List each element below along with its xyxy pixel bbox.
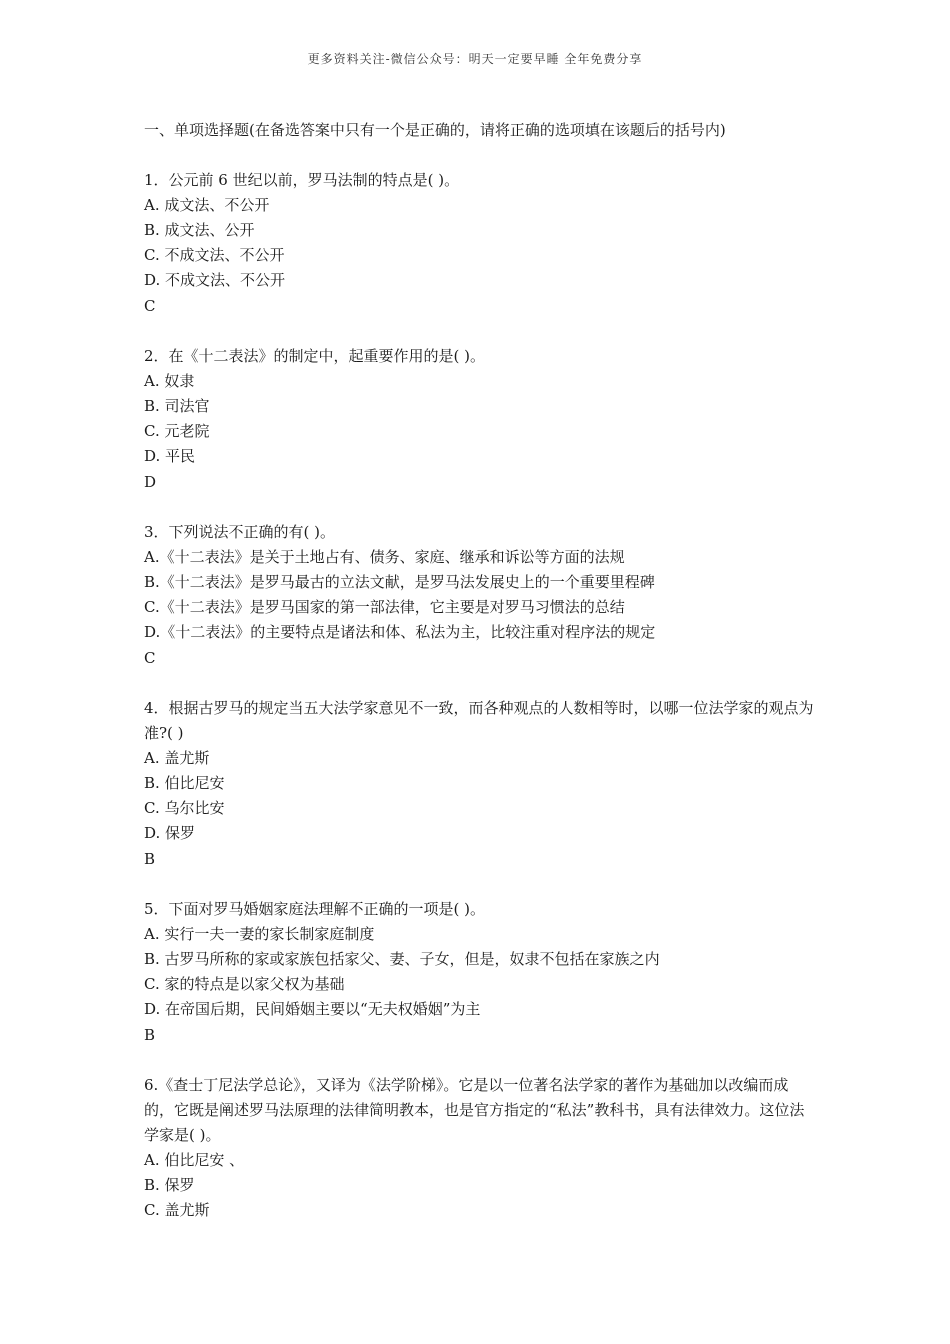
option-a: A. 伯比尼安 、 xyxy=(144,1151,245,1169)
option-c: C.《十二表法》是罗马国家的第一部法律，它主要是对罗马习惯法的总结 xyxy=(144,598,625,616)
answer: C xyxy=(144,649,156,667)
option-d: D. 保罗 xyxy=(144,824,196,842)
answer: B xyxy=(144,1026,156,1044)
document-body xyxy=(144,118,814,1248)
option-c: C. 不成文法、不公开 xyxy=(144,246,285,264)
option-d: D. 不成文法、不公开 xyxy=(144,271,286,289)
answer: B xyxy=(144,850,156,868)
option-a: A. 成文法、不公开 xyxy=(144,196,270,214)
question-stem: 3．下列说法不正确的有( )。 xyxy=(144,523,336,541)
option-d: D. 在帝国后期，民间婚姻主要以“无夫权婚姻”为主 xyxy=(144,1000,481,1018)
option-c: C. 元老院 xyxy=(144,422,210,440)
page-header: 更多资料关注-微信公众号：明天一定要早睡 全年免费分享 xyxy=(307,52,643,66)
option-b: B. 古罗马所称的家或家族包括家父、妻、子女，但是，奴隶不包括在家族之内 xyxy=(144,950,660,968)
option-d: D. 平民 xyxy=(144,447,196,465)
question-stem: 5．下面对罗马婚姻家庭法理解不正确的一项是( )。 xyxy=(144,900,486,918)
section-title: 一、单项选择题(在备选答案中只有一个是正确的，请将正确的选项填在该题后的括号内) xyxy=(144,121,726,139)
answer: D xyxy=(144,473,157,491)
question-stem: 2．在《十二表法》的制定中，起重要作用的是( )。 xyxy=(144,347,486,365)
question-3 xyxy=(144,520,814,671)
question-stem: 6.《查士丁尼法学总论》，又译为《法学阶梯》。它是以一位著名法学家的著作为基础加以改编而成的，它既是阐述罗马法原理的法律简明教本，也是官方指定的“私法”教科书，具有法律效力。这位法学家是( )。 xyxy=(144,1076,805,1144)
question-1 xyxy=(144,168,814,319)
question-6 xyxy=(144,1073,814,1223)
option-c: C. 乌尔比安 xyxy=(144,799,225,817)
question-4 xyxy=(144,696,814,872)
option-b: B. 伯比尼安 xyxy=(144,774,225,792)
question-stem: 1．公元前 6 世纪以前，罗马法制的特点是( )。 xyxy=(144,171,460,189)
option-d: D.《十二表法》的主要特点是诸法和体、私法为主，比较注重对程序法的规定 xyxy=(144,623,656,641)
question-stem: 4．根据古罗马的规定当五大法学家意见不一致，而各种观点的人数相等时，以哪一位法学家的观点为准?( ) xyxy=(144,699,814,742)
option-c: C. 家的特点是以家父权为基础 xyxy=(144,975,345,993)
option-b: B.《十二表法》是罗马最古的立法文献，是罗马法发展史上的一个重要里程碑 xyxy=(144,573,655,591)
option-a: A. 奴隶 xyxy=(144,372,195,390)
option-a: A. 实行一夫一妻的家长制家庭制度 xyxy=(144,925,375,943)
answer: C xyxy=(144,297,156,315)
option-b: B. 保罗 xyxy=(144,1176,195,1194)
option-b: B. 司法官 xyxy=(144,397,210,415)
question-5 xyxy=(144,897,814,1048)
question-2 xyxy=(144,344,814,495)
option-a: A. 盖尤斯 xyxy=(144,749,210,767)
option-a: A.《十二表法》是关于土地占有、债务、家庭、继承和诉讼等方面的法规 xyxy=(144,548,625,566)
option-c: C. 盖尤斯 xyxy=(144,1201,210,1219)
option-b: B. 成文法、公开 xyxy=(144,221,255,239)
